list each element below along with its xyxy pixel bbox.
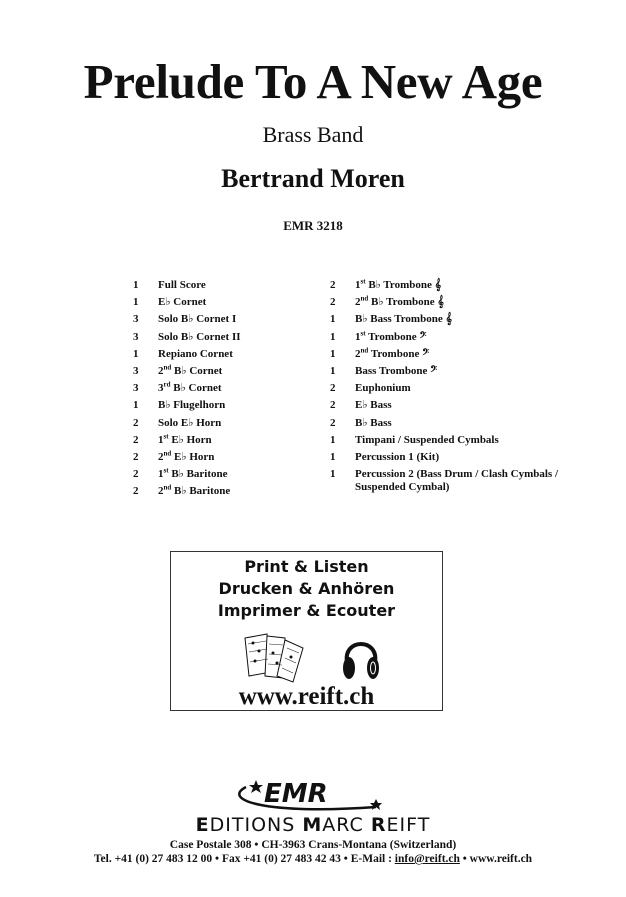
part-row [133,346,323,363]
part-quantity: 2 [330,296,336,309]
part-ordinal: 2 [355,347,361,360]
part-label: B♭ Cornet [171,365,223,378]
part-label: B♭ Bass Trombone 𝄞 [355,313,452,326]
part-quantity: 2 [330,416,336,429]
part-name [355,294,626,311]
ensemble-subtitle: Brass Band [262,122,364,147]
part-quantity: 1 [330,330,336,343]
part-ordinal-suffix: nd [163,483,172,492]
part-label: B♭ Baritone [168,468,228,481]
promo-line-french: Imprimer & Ecouter [217,601,396,620]
part-quantity: 2 [133,468,139,481]
part-label: B♭ Cornet [170,382,222,395]
part-name [355,380,626,397]
part-quantity: 3 [133,313,139,326]
part-ordinal-suffix: st [163,466,169,475]
part-name [355,329,626,346]
part-label: Solo E♭ Horn [158,416,222,429]
part-quantity: 2 [330,399,336,412]
part-label: Euphonium [355,382,411,395]
part-row [133,415,323,432]
publisher-initial-e: E [195,814,210,836]
part-name [355,311,626,328]
part-name [355,415,626,432]
website-text: • www.reift.ch [459,853,533,865]
part-row [133,329,323,346]
part-ordinal-suffix: st [360,277,366,286]
part-quantity: 1 [330,365,336,378]
part-quantity: 3 [133,382,139,395]
part-row [330,449,626,466]
part-name [158,329,323,346]
part-quantity: 1 [133,399,139,412]
publisher-initial-m: M [302,814,323,836]
publisher-word-marc: ARC [322,814,371,836]
part-name [158,397,323,414]
part-quantity: 2 [133,451,139,464]
part-quantity: 1 [133,279,139,291]
part-quantity: 2 [330,279,336,291]
part-label: Trombone 𝄢 [368,347,430,360]
part-ordinal: 1 [355,279,361,291]
part-label: Solo B♭ Cornet II [158,330,241,343]
part-row [133,363,323,380]
part-label: B♭ Baritone [171,485,231,498]
part-label: Repiano Cornet [158,347,233,360]
part-quantity: 2 [133,485,139,498]
part-label: Full Score [158,279,206,291]
part-name [158,466,323,483]
part-ordinal: 2 [158,485,164,498]
part-quantity: 3 [133,330,139,343]
part-label: B♭ Trombone 𝄞 [365,279,442,291]
part-ordinal-suffix: rd [163,380,171,389]
part-name [158,363,323,380]
part-ordinal: 1 [355,330,361,343]
part-name [355,363,626,380]
part-label: E♭ Horn [171,451,215,464]
part-quantity: 1 [330,468,336,481]
part-ordinal-suffix: st [360,328,366,337]
part-label: Percussion 1 (Kit) [355,451,440,464]
publisher-name [0,814,626,836]
part-name [355,432,626,449]
part-row [330,432,626,449]
headphones-icon [341,632,381,682]
part-name [158,346,323,363]
part-quantity: 1 [330,451,336,464]
part-name [158,432,323,449]
part-row [133,397,323,414]
part-ordinal: 2 [355,296,361,309]
email-link[interactable]: info@reift.ch [394,853,460,865]
part-ordinal: 1 [158,468,164,481]
parts-list-left [133,277,323,501]
composer-name: Bertrand Moren [221,164,405,193]
part-row [330,397,626,414]
promo-line-english: Print & Listen [244,557,369,576]
part-quantity: 1 [330,433,336,446]
part-label: Timpani / Suspended Cymbals [355,433,499,446]
reift-website-link[interactable]: www.reift.ch [238,683,375,710]
part-row [133,311,323,328]
part-quantity: 2 [133,416,139,429]
part-quantity: 1 [133,347,139,360]
part-label: B♭ Bass [355,416,392,429]
part-ordinal: 2 [158,451,164,464]
part-quantity: 1 [330,313,336,326]
part-ordinal: 3 [158,382,164,395]
part-name [355,449,626,466]
part-name [158,311,323,328]
promo-line-german: Drucken & Anhören [218,579,395,598]
part-name [355,397,626,414]
part-ordinal: 2 [158,365,164,378]
part-quantity: 3 [133,365,139,378]
part-name [355,346,626,363]
part-quantity: 2 [133,433,139,446]
part-label: E♭ Horn [168,433,212,446]
part-name [355,468,626,494]
part-label: Bass Trombone 𝄢 [355,365,438,378]
part-name [158,277,323,294]
part-row [330,277,626,294]
part-row [133,294,323,311]
publisher-word-reift: EIFT [386,814,431,836]
part-label: Solo B♭ Cornet I [158,313,237,326]
part-ordinal-suffix: st [163,432,169,441]
publisher-word-editions: DITIONS [209,814,303,836]
part-label: B♭ Flugelhorn [158,399,226,412]
part-ordinal-suffix: nd [360,294,369,303]
part-ordinal-suffix: nd [360,346,369,355]
print-listen-promo-box [170,551,443,711]
part-name [158,483,323,500]
publisher-initial-r: R [370,814,387,836]
postal-address: Case Postale 308 • CH-3963 Crans-Montana (Switzerland) [169,839,457,851]
part-row [330,311,626,328]
part-row [133,449,323,466]
part-label: E♭ Bass [355,399,392,412]
part-row [133,466,323,483]
part-row [330,468,626,494]
catalog-number: EMR 3218 [283,218,343,233]
score-title: Prelude To A New Age [83,54,543,109]
part-ordinal-suffix: nd [163,449,172,458]
part-name [158,294,323,311]
part-row [133,432,323,449]
part-quantity: 2 [330,382,336,395]
part-row [330,415,626,432]
part-label: E♭ Cornet [158,296,207,309]
part-row [133,483,323,500]
part-row [133,277,323,294]
emr-logo [226,775,396,815]
parts-list-right [330,277,626,494]
part-label-continued: Suspended Cymbal) [355,481,450,494]
part-name [158,449,323,466]
part-name [158,415,323,432]
part-ordinal-suffix: nd [163,363,172,372]
part-label: Trombone 𝄢 [365,330,427,343]
part-quantity: 1 [330,347,336,360]
part-row [330,329,626,346]
part-quantity: 1 [133,296,139,309]
part-row [330,346,626,363]
part-ordinal: 1 [158,433,164,446]
contact-line [0,852,626,867]
part-name [355,277,626,294]
part-row [330,380,626,397]
part-row [133,380,323,397]
part-row [330,294,626,311]
part-row [330,363,626,380]
sheet-music-icon [243,632,309,684]
phone-fax: Tel. +41 (0) 27 483 12 00 • Fax +41 (0) 27 483 42 43 • E-Mail : [93,853,395,865]
part-name [158,380,323,397]
part-label: Percussion 2 (Bass Drum / Clash Cymbals / [355,468,559,481]
svg-text:EMR: EMR [264,779,328,809]
part-label: B♭ Trombone 𝄞 [368,296,444,309]
